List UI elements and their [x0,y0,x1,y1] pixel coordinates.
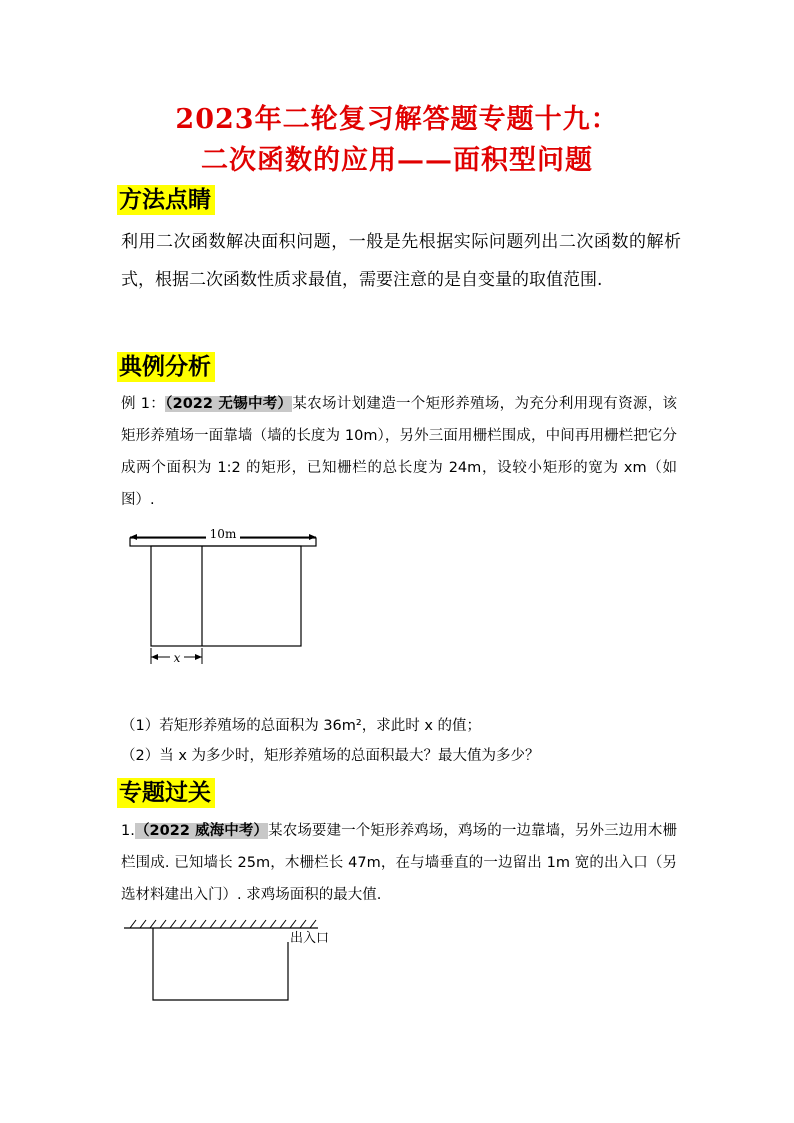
section-heading-method: 方法点睛 [117,185,215,215]
section-heading-examples: 典例分析 [117,352,215,382]
arrow-right-icon [195,654,202,660]
example-1-source-tag: （2022 无锡中考） [165,396,293,412]
hatch-mark [200,920,206,928]
hatch-mark [290,920,296,928]
title-line-1: 2023年二轮复习解答题专题十九： [175,104,619,135]
example-1-body: 某农场计划建造一个矩形养殖场，为充分利用现有资源，该矩形养殖场一面靠墙（墙的长度为 10m），另外三面用栅栏围成，中间再用栅栏把它分成两个面积为 1:2 的矩形，已知栅栏的总长度为 24m，设较小矩形的宽为 xm（如图）. [121,396,677,508]
question-2: （2）当 x 为多少时，矩形养殖场的总面积最大？最大值为多少？ [121,748,540,764]
hatch-mark [140,920,146,928]
problem-1-figure [118,912,378,1004]
problem-1-text [121,815,677,911]
hatch-mark [260,920,266,928]
hatch-mark [130,920,136,928]
hatch-mark [240,920,246,928]
section-heading-practice: 专题过关 [117,778,215,808]
hatch-mark [150,920,156,928]
hatch-mark [190,920,196,928]
arrow-left-icon [151,654,158,660]
wall-hatching [130,920,316,928]
hatch-mark [310,920,316,928]
method-paragraph: 利用二次函数解决面积问题，一般是先根据实际问题列出二次函数的解析式，根据二次函数性质求最值，需要注意的是自变量的取值范围. [121,232,681,290]
coop-outline [153,928,288,1000]
enclosure-outline [151,546,301,646]
hatch-mark [210,920,216,928]
example-1-text [121,388,677,516]
example-1-figure [120,520,330,670]
hatch-mark [250,920,256,928]
problem-1-prefix: 1. [121,823,135,839]
problem-1-source-tag: （2022 威海中考） [134,823,269,839]
hatch-mark [220,920,226,928]
entrance-label: 出入口 [290,931,330,946]
title-line-2: 二次函数的应用——面积型问题 [201,145,593,176]
hatch-mark [180,920,186,928]
hatch-mark [170,920,176,928]
hatch-mark [300,920,306,928]
hatch-mark [160,920,166,928]
x-label: x [173,651,181,665]
hatch-mark [280,920,286,928]
problem-1-body: 某农场要建一个矩形养鸡场，鸡场的一边靠墙，另外三边用木栅栏围成. 已知墙长 25m，木栅栏长 47m，在与墙垂直的一边留出 1m 宽的出入口（另选材料建出入门）. 求鸡场面积的最大值. [121,823,677,903]
hatch-mark [270,920,276,928]
hatch-mark [230,920,236,928]
wall-length-label: 10m [209,527,237,541]
question-1: （1）若矩形养殖场的总面积为 36m²，求此时 x 的值； [121,718,482,734]
example-1-prefix: 例 1： [121,396,166,412]
